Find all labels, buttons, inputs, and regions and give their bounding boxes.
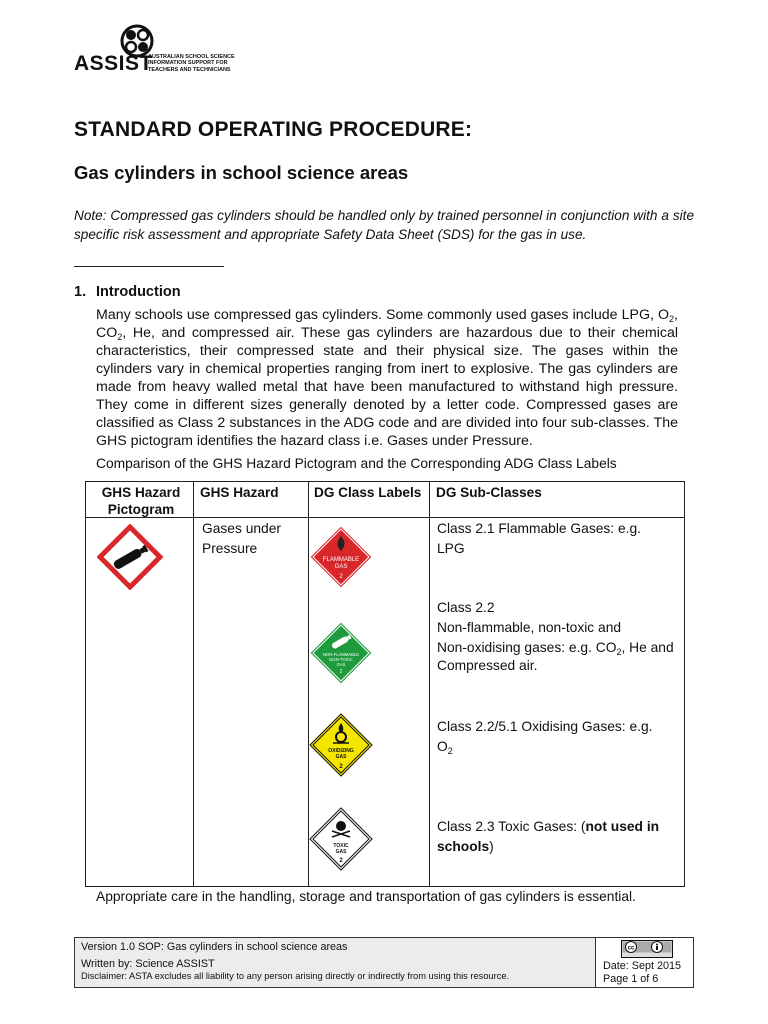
column-header-dg-labels: DG Class Labels [314, 485, 422, 500]
logo-wordmark: ASSIST [74, 52, 153, 75]
introduction-paragraph: Many schools use compressed gas cylinders. Some commonly used gases include LPG, $O_2$, $CO_2$, He, and compressed air. These gas cylinders are hazardous due to their chemical characteristics, their compressed state and their physical size. The gases within the cylinders vary in chemical properties ranging from inert to explosive. The gas cylinders are made from heavy walled metal that have been manufactured to withstand high pressure. They come in different sizes generally denoted by a letter code. Compressed gases are classified as Class 2 substances in the ADG code and are divided into four sub-classes. The GHS pictogram identifies the hazard class i.e. Gases under Pressure. [96, 307, 678, 449]
footer-disclaimer: Disclaimer: ASTA excludes all liability to any person arising directly or indirectly from using this resource. [81, 971, 510, 981]
page-footer [74, 937, 694, 988]
safety-note: Note: Compressed gas cylinders should be handled only by trained personnel in conjunction with a site specific risk assessment and appropriate Safety Data Sheet (SDS) for the gas in use. [74, 208, 694, 242]
footer-date: Date: Sept 2015 [603, 960, 682, 972]
svg-text:2: 2 [339, 669, 343, 675]
footer-info-panel [75, 938, 596, 987]
logo-subtitle: AUSTRALIAN SCHOOL SCIENCE INFORMATION SUPPORT FOR TEACHERS AND TECHNICIANS [148, 54, 235, 73]
subclass-2-3: Class 2.3 Toxic Gases: (not used in schools) [437, 819, 660, 854]
svg-text:NON-FLAMMABLE: NON-FLAMMABLE [322, 652, 360, 657]
ghs-gas-cylinder-pictogram-icon [97, 524, 163, 590]
svg-text:GAS: GAS [335, 849, 347, 855]
flammable-label-text: FLAMMABLE [322, 557, 360, 563]
svg-text:GAS: GAS [336, 662, 346, 667]
svg-text:TOXIC: TOXIC [333, 843, 349, 849]
svg-text:2: 2 [339, 764, 343, 770]
table-caption: Comparison of the GHS Hazard Pictogram and the Corresponding ADG Class Labels [96, 456, 617, 471]
hazard-name: Gases under Pressure [202, 521, 281, 556]
footer-author: Written by: Science ASSIST [81, 958, 215, 970]
svg-text:cc: cc [627, 945, 635, 952]
oxidizing-gas-label-icon [308, 712, 374, 778]
subclass-2-2-5-1: Class 2.2/5.1 Oxidising Gases: e.g. $O_2$ [437, 719, 653, 756]
footer-page-number: Page 1 of 6 [603, 973, 659, 985]
svg-text:OXIDIZING: OXIDIZING [328, 748, 354, 754]
column-header-hazard: GHS Hazard [200, 485, 279, 500]
divider-rule [74, 266, 224, 267]
document-title: STANDARD OPERATING PROCEDURE: [74, 118, 473, 141]
hazard-comparison-table [85, 481, 685, 887]
toxic-gas-label-icon [308, 806, 374, 872]
subclass-2-2: Class 2.2 Non-flammable, non-toxic and Non-oxidising gases: e.g. $CO_2$, He and Compressed air. [437, 600, 674, 673]
closing-sentence: Appropriate care in the handling, storage and transportation of gas cylinders is essential. [96, 889, 636, 904]
flammable-gas-label-icon [308, 524, 374, 590]
section-number: 1. [74, 284, 87, 300]
document-subtitle: Gas cylinders in school science areas [74, 162, 409, 183]
non-flammable-gas-label-icon [308, 620, 374, 686]
column-header-pictogram: GHS Hazard Pictogram [101, 485, 181, 517]
footer-version: Version 1.0 SOP: Gas cylinders in school science areas [81, 941, 348, 953]
creative-commons-badge-icon [621, 940, 673, 958]
svg-text:2: 2 [339, 574, 343, 580]
svg-text:GAS: GAS [335, 754, 347, 760]
svg-text:GAS: GAS [334, 564, 348, 570]
column-header-dg-subclasses: DG Sub-Classes [436, 485, 542, 500]
section-title: Introduction [96, 284, 181, 300]
svg-text:2: 2 [339, 858, 343, 864]
svg-text:NON-TOXIC: NON-TOXIC [329, 657, 353, 662]
subclass-2-1: Class 2.1 Flammable Gases: e.g. LPG [437, 521, 641, 556]
